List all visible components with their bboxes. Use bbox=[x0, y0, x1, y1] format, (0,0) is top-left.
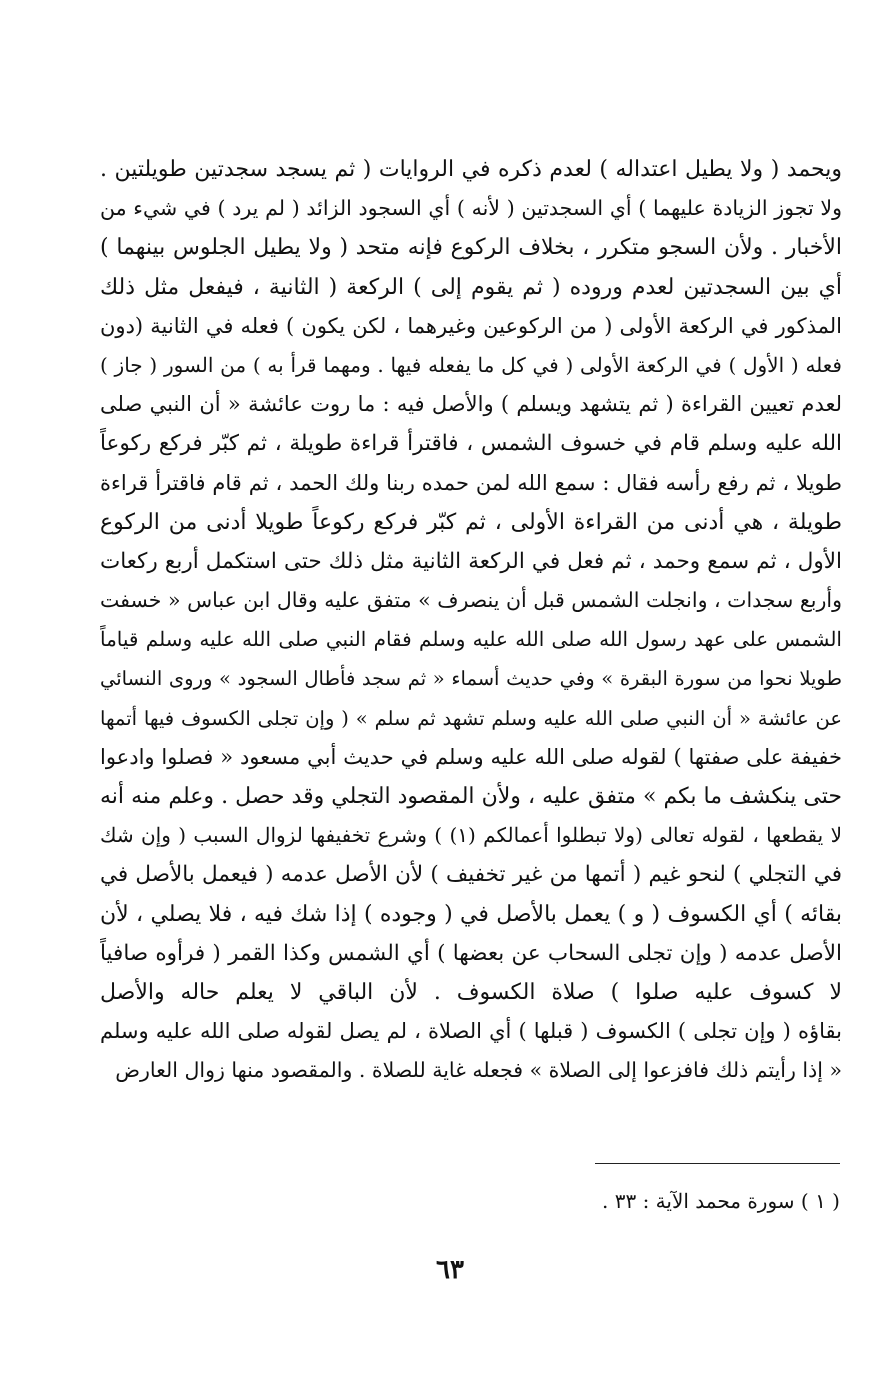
text-line: وأربع سجدات ، وانجلت الشمس قبل أن ينصرف » متفق عليه وقال ابن عباس « خسفت bbox=[100, 588, 842, 613]
footnote: ( ١ ) سورة محمد الآية : ٣٣ . bbox=[602, 1189, 840, 1213]
text-line: طويلا ، ثم رفع رأسه فقال : سمع الله لمن حمده ربنا ولك الحمد ، ثم قام فاقترأ قراءة bbox=[100, 470, 842, 495]
text-line: لا كسوف عليه صلوا ) صلاة الكسوف . لأن الباقي لا يعلم حاله والأصل bbox=[100, 979, 842, 1005]
text-line: ويحمد ( ولا يطيل اعتداله ) لعدم ذكره في الروايات ( ثم يسجد سجدتين طويلتين . bbox=[100, 157, 842, 182]
text-line: خفيفة على صفتها ) لقوله صلى الله عليه وسلم في حديث أبي مسعود « فصلوا وادعوا bbox=[100, 744, 842, 769]
text-line: في التجلي ) لنحو غيم ( أتمها من غير تخفيف ) لأن الأصل عدمه ( فيعمل بالأصل في bbox=[100, 862, 842, 888]
text-line: الأخبار . ولأن السجو متكرر ، بخلاف الركوع فإنه متحد ( ولا يطيل الجلوس بينهما ) bbox=[100, 235, 842, 261]
text-line: طويلة ، هي أدنى من القراءة الأولى ، ثم كبّر فركع ركوعاً طويلا أدنى من الركوع bbox=[100, 509, 842, 535]
text-line: عن عائشة « أن النبي صلى الله عليه وسلم تشهد ثم سلم » ( وإن تجلى الكسوف فيها أتمها bbox=[100, 706, 842, 730]
text-line: طويلا نحوا من سورة البقرة » وفي حديث أسماء « ثم سجد فأطال السجود » وروى النسائي bbox=[100, 667, 842, 691]
text-line: الشمس على عهد رسول الله صلى الله عليه وسلم فقام النبي صلى الله عليه وسلم قياماً bbox=[100, 627, 842, 652]
text-line: حتى ينكشف ما بكم » متفق عليه ، ولأن المقصود التجلي وقد حصل . وعلم منه أنه bbox=[100, 784, 842, 809]
text-line: لعدم تعيين القراءة ( ثم يتشهد ويسلم ) والأصل فيه : ما روت عائشة « أن النبي صلى bbox=[100, 392, 842, 417]
footnote-separator bbox=[595, 1163, 840, 1167]
text-line: بقاؤه ( وإن تجلى ) الكسوف ( قبلها ) أي الصلاة ، لم يصل لقوله صلى الله عليه وسلم bbox=[100, 1019, 842, 1044]
text-line: أي بين السجدتين لعدم وروده ( ثم يقوم إلى ) الركعة ( الثانية ، فيفعل مثل ذلك bbox=[100, 274, 842, 300]
text-line: المذكور في الركعة الأولى ( من الركوعين وغيرهما ، لكن يكون ) فعله في الثانية (دون bbox=[100, 313, 842, 338]
text-line: الله عليه وسلم قام في خسوف الشمس ، فاقترأ قراءة طويلة ، ثم كبّر فركع ركوعاً bbox=[100, 431, 842, 457]
text-line: فعله ( الأول ) في الركعة الأولى ( في كل ما يفعله فيها . ومهما قرأ به ) من السور ( جاز ) bbox=[100, 352, 842, 377]
text-line: ولا تجوز الزيادة عليهما ) أي السجدتين ( لأنه ) أي السجود الزائد ( لم يرد ) في شيء من bbox=[100, 196, 842, 221]
body-text bbox=[100, 150, 842, 1091]
text-line: الأصل عدمه ( وإن تجلى السحاب عن بعضها ) أي الشمس وكذا القمر ( فرأوه صافياً bbox=[100, 940, 842, 966]
page-number: ٦٣ bbox=[436, 1255, 464, 1285]
text-line: « إذا رأيتم ذلك فافزعوا إلى الصلاة » فجعله غاية للصلاة . والمقصود منها زوال العارض bbox=[115, 1058, 842, 1083]
text-line: بقائه ) أي الكسوف ( و ) يعمل بالأصل في ( وجوده ) إذا شك فيه ، فلا يصلي ، لأن bbox=[100, 901, 842, 927]
text-line: لا يقطعها ، لقوله تعالى (ولا تبطلوا أعمالكم (١) ) وشرع تخفيفها لزوال السبب ( وإن شك bbox=[100, 823, 842, 848]
text-line: الأول ، ثم سمع وحمد ، ثم فعل في الركعة الثانية مثل ذلك حتى استكمل أربع ركعات bbox=[100, 548, 842, 574]
